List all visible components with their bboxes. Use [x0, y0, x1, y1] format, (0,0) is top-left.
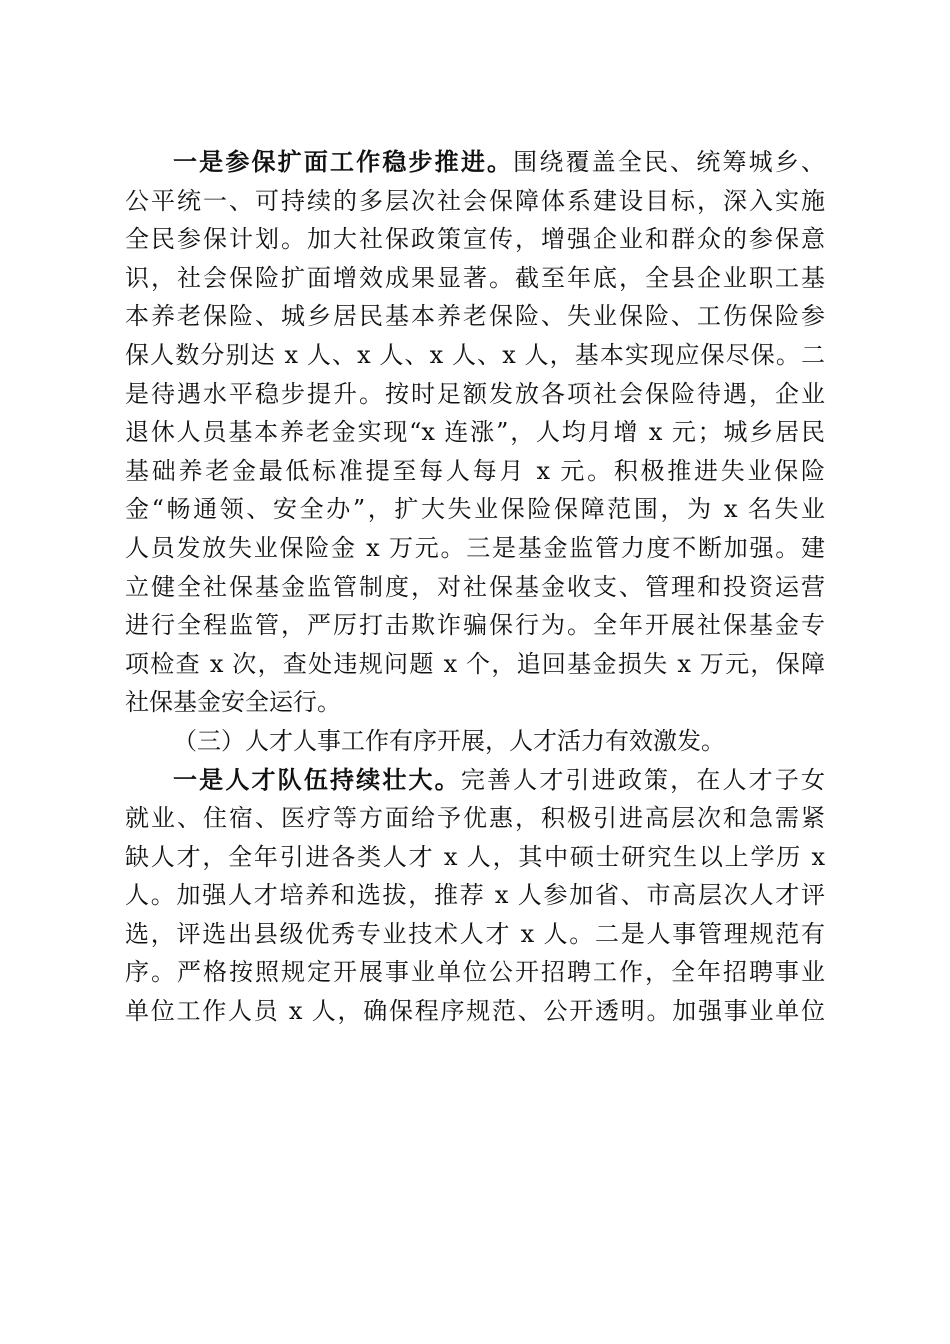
text-line: 是待遇水平稳步提升。按时足额发放各项社会保险待遇，企业 — [125, 379, 825, 408]
text-line: 基础养老金最低标准提至每人每月 x 元。积极推进失业保险 — [125, 456, 825, 485]
text-line: 人员发放失业保险金 x 万元。三是基金监管力度不断加强。建 — [125, 533, 825, 562]
text-line: 保人数分别达 x 人、x 人、x 人、x 人，基本实现应保尽保。二 — [125, 340, 825, 369]
paragraph-lead: 一是人才队伍持续壮大。 — [173, 764, 461, 794]
text-line: 单位工作人员 x 人，确保程序规范、公开透明。加强事业单位 — [125, 997, 825, 1026]
line-text: 完善人才引进政策，在人才子女 — [460, 765, 826, 794]
text-line: 本养老保险、城乡居民基本养老保险、失业保险、工伤保险参 — [125, 302, 825, 331]
text-line — [125, 761, 825, 800]
text-line: 进行全程监管，严厉打击欺诈骗保行为。全年开展社保基金专 — [125, 611, 825, 640]
text-line: 社保基金安全运行。 — [125, 688, 341, 717]
text-line: 金“畅通领、安全办”，扩大失业保险保障范围，为 x 名失业 — [125, 495, 825, 524]
section-heading: （三）人才人事工作有序开展，人才活力有效激发。 — [173, 726, 725, 755]
text-line: 缺人才，全年引进各类人才 x 人，其中硕士研究生以上学历 x — [125, 842, 825, 871]
text-line: 选，评选出县级优秀专业技术人才 x 人。二是人事管理规范有 — [125, 919, 825, 948]
text-line: 识，社会保险扩面增效成果显著。截至年底，全县企业职工基 — [125, 263, 825, 292]
text-line: 全民参保计划。加大社保政策宣传，增强企业和群众的参保意 — [125, 225, 825, 254]
document-body — [125, 143, 825, 1031]
text-line: 退休人员基本养老金实现“x 连涨”，人均月增 x 元；城乡居民 — [125, 418, 825, 447]
text-line: 项检查 x 次，查处违规问题 x 个，追回基金损失 x 万元，保障 — [125, 649, 825, 678]
text-line: 就业、住宿、医疗等方面给予优惠，积极引进高层次和急需紧 — [125, 804, 825, 833]
text-line: 人。加强人才培养和选拔，推荐 x 人参加省、市高层次人才评 — [125, 881, 825, 910]
paragraph-lead: 一是参保扩面工作稳步推进。 — [173, 147, 514, 176]
line-text: 围绕覆盖全民、统筹城乡、 — [513, 148, 826, 176]
text-line: 立健全社保基金监管制度，对社保基金收支、管理和投资运营 — [125, 572, 825, 601]
text-line: 序。严格按照规定开展事业单位公开招聘工作，全年招聘事业 — [125, 958, 825, 987]
text-line: 公平统一、可持续的多层次社会保障体系建设目标，深入实施 — [125, 186, 825, 215]
text-line — [125, 143, 825, 182]
